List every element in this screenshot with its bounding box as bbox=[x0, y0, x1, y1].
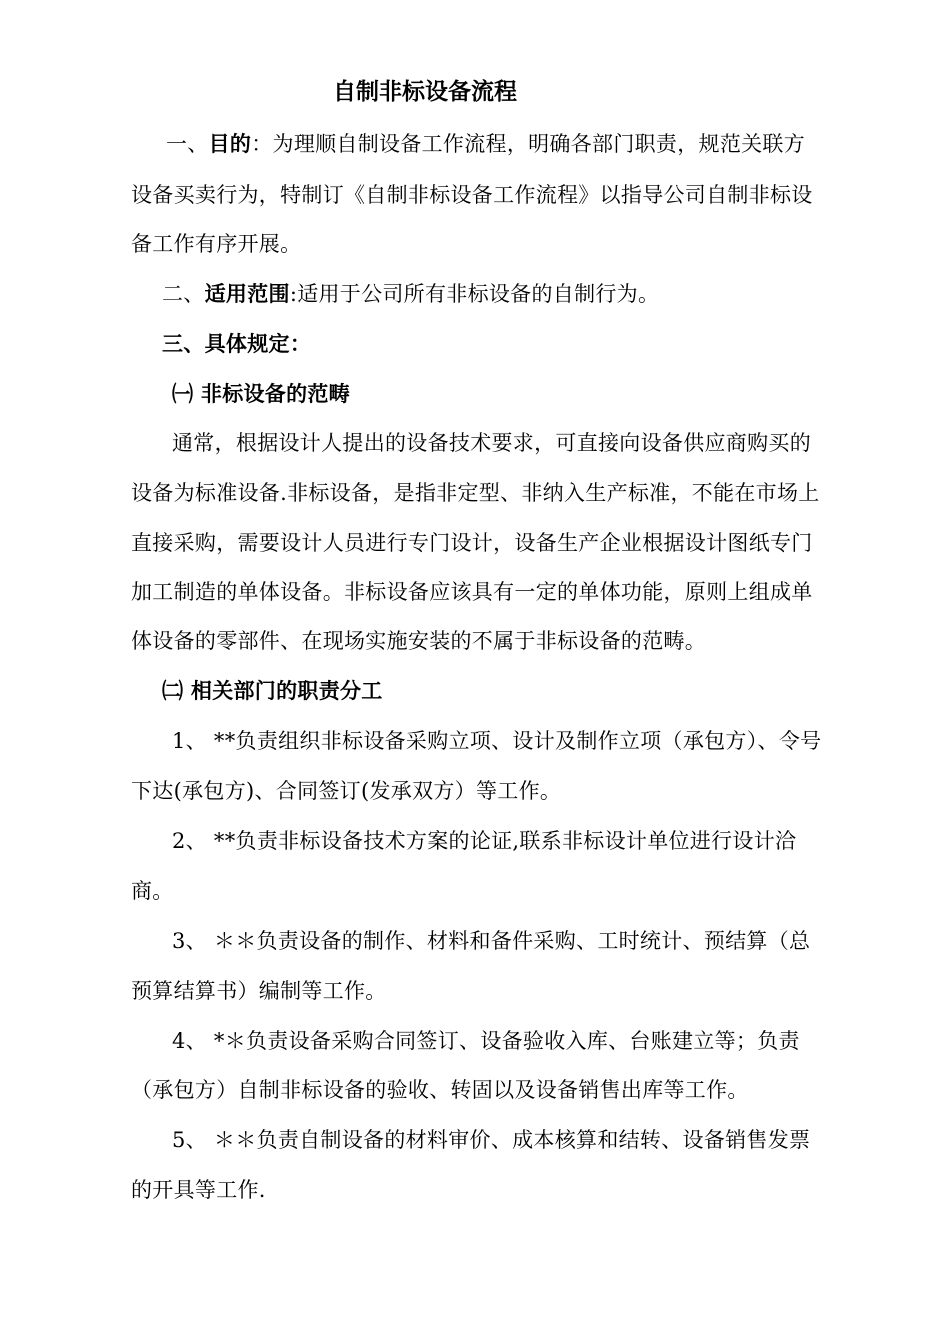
section2-heading: ㈡ 相关部门的职责分工 bbox=[162, 678, 383, 703]
rules-heading-colon: ： bbox=[289, 331, 312, 356]
purpose-text-1: 为理顺自制设备工作流程，明确各部门职责，规范关联方 bbox=[272, 132, 806, 156]
section1-line-1: 通常，根据设计人提出的设备技术要求，可直接向设备供应商购买的 bbox=[172, 431, 811, 455]
purpose-colon: ： bbox=[251, 132, 273, 156]
section1-line-3: 直接采购，需要设计人员进行专门设计，设备生产企业根据设计图纸专门 bbox=[131, 531, 813, 555]
duty-item-4-line-1: 4、 *＊负责设备采购合同签订、设备验收入库、台账建立等；负责 bbox=[172, 1029, 800, 1053]
rules-heading-text: 三、具体规定 bbox=[162, 331, 290, 356]
section1-line-4: 加工制造的单体设备。非标设备应该具有一定的单体功能，原则上组成单 bbox=[131, 580, 813, 604]
purpose-line-3: 备工作有序开展。 bbox=[131, 232, 302, 256]
duty-item-1-line-2: 下达(承包方)、合同签订(发承双方）等工作。 bbox=[131, 779, 562, 803]
rules-heading bbox=[162, 329, 311, 359]
section1-line-2: 设备为标准设备.非标设备，是指非定型、非纳入生产标准，不能在市场上 bbox=[131, 481, 820, 505]
document-title: 自制非标设备流程 bbox=[333, 78, 517, 105]
duty-item-4-line-2: （承包方）自制非标设备的验收、转固以及设备销售出库等工作。 bbox=[131, 1078, 749, 1102]
scope-line bbox=[162, 279, 659, 309]
purpose-line-1 bbox=[166, 129, 805, 159]
duty-item-1-line-1: 1、 **负责组织非标设备采购立项、设计及制作立项（承包方）、令号 bbox=[172, 729, 822, 753]
duty-item-3-line-1: 3、 ＊＊负责设备的制作、材料和备件采购、工时统计、预结算（总 bbox=[172, 929, 811, 953]
purpose-prefix: 一、 bbox=[166, 132, 209, 156]
duty-item-2-line-1: 2、 **负责非标设备技术方案的论证,联系非标设计单位进行设计洽 bbox=[172, 829, 797, 853]
purpose-label: 目的 bbox=[208, 131, 252, 156]
scope-label: 适用范围 bbox=[204, 281, 290, 306]
duty-item-3-line-2: 预算结算书）编制等工作。 bbox=[131, 979, 387, 1003]
purpose-line-2: 设备买卖行为，特制订《自制非标设备工作流程》以指导公司自制非标设 bbox=[131, 183, 813, 207]
scope-text: :适用于公司所有非标设备的自制行为。 bbox=[289, 282, 660, 306]
section1-line-5: 体设备的零部件、在现场实施安装的不属于非标设备的范畴。 bbox=[131, 629, 707, 653]
duty-item-2-line-2: 商。 bbox=[131, 879, 174, 903]
scope-prefix: 二、 bbox=[162, 282, 205, 306]
duty-item-5-line-1: 5、 ＊＊负责自制设备的材料审价、成本核算和结转、设备销售发票 bbox=[172, 1128, 811, 1152]
section1-heading: ㈠ 非标设备的范畴 bbox=[172, 381, 351, 406]
duty-item-5-line-2: 的开具等工作. bbox=[131, 1178, 266, 1202]
